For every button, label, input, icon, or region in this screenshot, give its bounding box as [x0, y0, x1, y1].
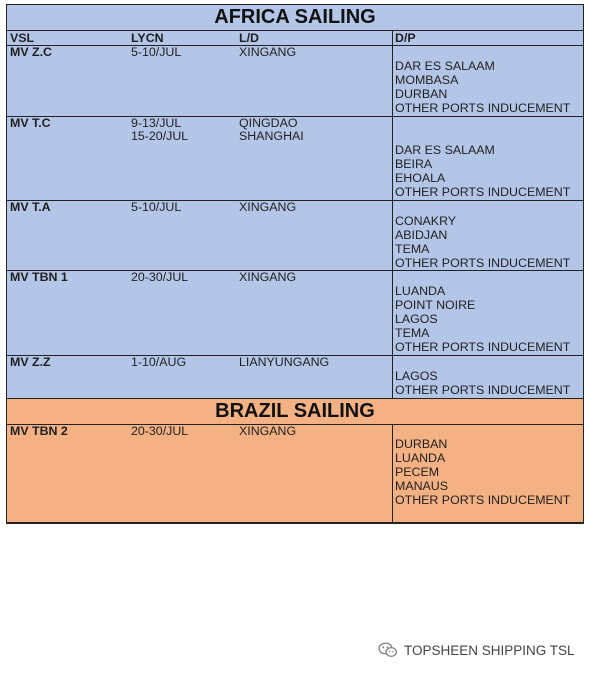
discharge-port: ABIDJAN [395, 227, 448, 242]
loading-port: XINGANG [239, 424, 297, 438]
vessel-name: MV Z.Z [10, 355, 51, 369]
loading-port-cell [237, 271, 392, 354]
column-header-row [7, 31, 583, 46]
discharge-ports-cell [392, 271, 583, 354]
discharge-port: TEMA [395, 241, 430, 256]
wechat-icon [378, 642, 398, 658]
vessel-row [7, 46, 583, 117]
discharge-port: LAGOS [395, 368, 438, 383]
discharge-port: CONAKRY [395, 213, 457, 228]
africa-rows [7, 46, 583, 399]
discharge-port: EHOALA [395, 171, 446, 186]
discharge-ports-cell [392, 201, 583, 271]
discharge-port: OTHER PORTS INDUCEMENT [395, 493, 571, 508]
laycan-date: 5-10/JUL [131, 200, 182, 214]
discharge-port: OTHER PORTS INDUCEMENT [395, 255, 571, 270]
vessel-name: MV T.C [10, 116, 51, 130]
laycan-date-cell [129, 356, 237, 398]
discharge-ports-cell [392, 356, 583, 398]
discharge-port: MOMBASA [395, 72, 459, 87]
header-dp: D/P [392, 31, 583, 45]
loading-port: QINGDAO [239, 116, 298, 130]
discharge-port: POINT NOIRE [395, 298, 476, 313]
discharge-port: DURBAN [395, 86, 448, 101]
africa-sailing-title: AFRICA SAILING [7, 5, 583, 31]
vessel-name: MV TBN 2 [10, 424, 68, 438]
discharge-port: MANAUS [395, 479, 449, 494]
discharge-ports-cell [392, 425, 583, 522]
laycan-date: 20-30/JUL [131, 424, 189, 438]
loading-port: LIANYUNGANG [239, 355, 330, 369]
header-ld: L/D [239, 31, 259, 45]
discharge-port: LAGOS [395, 312, 438, 327]
loading-port-cell [237, 425, 392, 522]
discharge-port: TEMA [395, 326, 430, 341]
laycan-date-cell [129, 46, 237, 116]
discharge-port: DURBAN [395, 437, 448, 452]
laycan-date: 20-30/JUL [131, 271, 189, 285]
laycan-date: 9-13/JUL [131, 116, 182, 130]
loading-port: XINGANG [239, 46, 297, 59]
loading-port: XINGANG [239, 271, 297, 285]
vessel-row [7, 201, 583, 272]
discharge-ports-cell [392, 117, 583, 200]
header-vsl: VSL [10, 31, 35, 45]
sailing-schedule-sheet [6, 4, 584, 524]
loading-port-cell [237, 117, 392, 200]
laycan-date: 1-10/AUG [131, 355, 187, 369]
discharge-port: OTHER PORTS INDUCEMENT [395, 382, 571, 397]
vessel-row [7, 425, 583, 523]
discharge-port: DAR ES SALAAM [395, 58, 495, 73]
vessel-name: MV TBN 1 [10, 271, 68, 285]
loading-port: XINGANG [239, 200, 297, 214]
footer-brand-text: TOPSHEEN SHIPPING TSL [404, 642, 575, 658]
laycan-date: 15-20/JUL [131, 129, 189, 144]
laycan-date-cell [129, 117, 237, 200]
laycan-date-cell [129, 425, 237, 522]
loading-port-cell [237, 356, 392, 398]
discharge-port: BEIRA [395, 157, 433, 172]
discharge-port: OTHER PORTS INDUCEMENT [395, 339, 571, 354]
vessel-name: MV T.A [10, 200, 51, 214]
discharge-port: PECEM [395, 465, 440, 480]
vessel-row [7, 356, 583, 399]
header-lycn: LYCN [131, 31, 164, 45]
laycan-date: 5-10/JUL [131, 46, 182, 59]
discharge-port: OTHER PORTS INDUCEMENT [395, 185, 571, 200]
vessel-name: MV Z.C [10, 46, 52, 59]
brazil-rows [7, 425, 583, 523]
laycan-date-cell [129, 201, 237, 271]
footer-brand [378, 642, 575, 658]
discharge-port: DAR ES SALAAM [395, 143, 495, 158]
vessel-row [7, 117, 583, 201]
loading-port: SHANGHAI [239, 129, 304, 144]
discharge-port: LUANDA [395, 451, 446, 466]
discharge-port: LUANDA [395, 284, 446, 299]
discharge-ports-cell [392, 46, 583, 116]
loading-port-cell [237, 46, 392, 116]
brazil-sailing-title: BRAZIL SAILING [7, 399, 583, 425]
laycan-date-cell [129, 271, 237, 354]
loading-port-cell [237, 201, 392, 271]
vessel-row [7, 271, 583, 355]
discharge-port: OTHER PORTS INDUCEMENT [395, 100, 571, 115]
